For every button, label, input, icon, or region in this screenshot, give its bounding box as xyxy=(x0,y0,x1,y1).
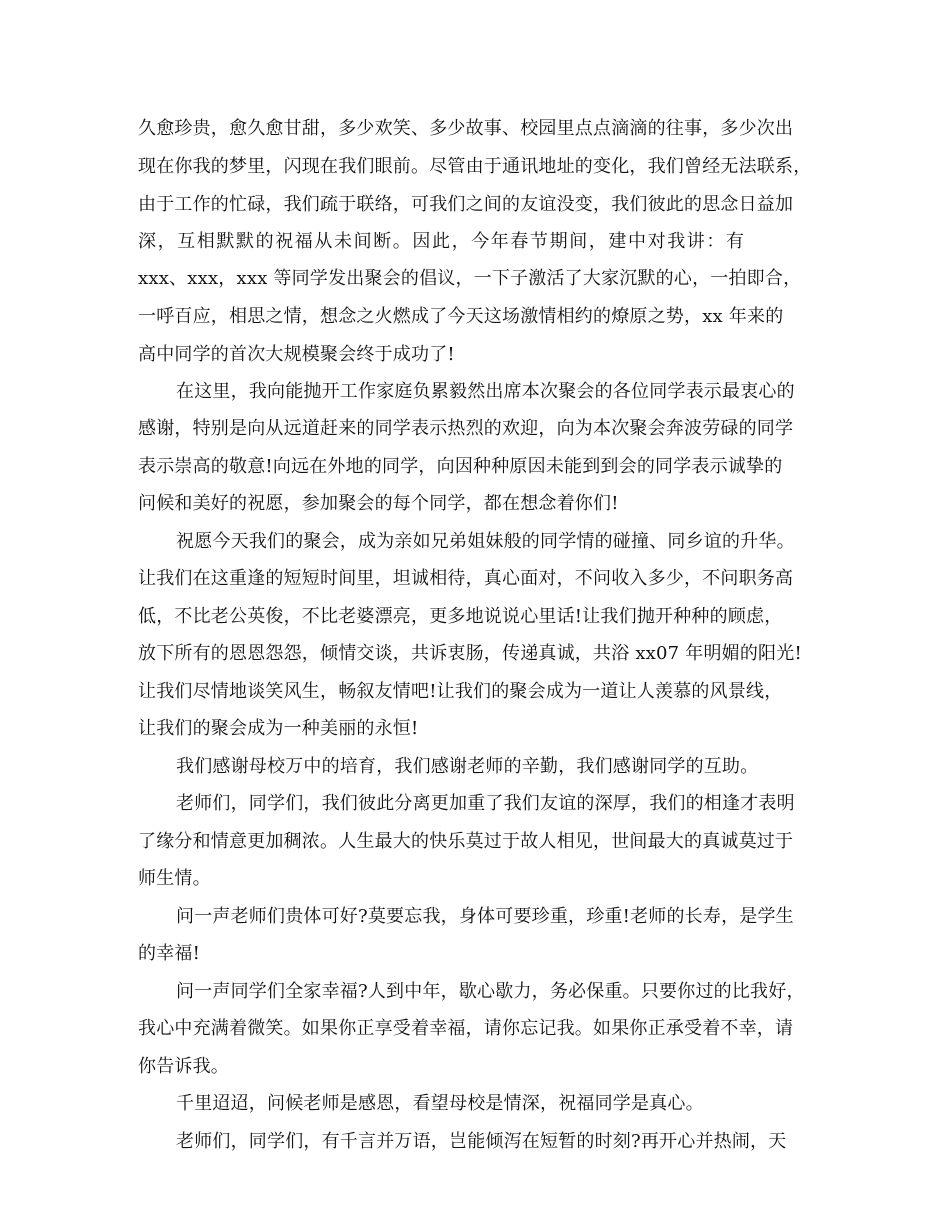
paragraph-first-line: 千里迢迢，问候老师是感恩，看望母校是情深，祝福同学是真心。 xyxy=(176,1093,704,1114)
text-line: 深，互相默默的祝福从未间断。因此，今年春节期间，建中对我讲：有 xyxy=(138,231,746,252)
paragraph-first-line: 老师们，同学们，有千言并万语，岂能倾泻在短暂的时刻?再开心并热闹，天 xyxy=(176,1131,787,1152)
text-line: 久愈珍贵，愈久愈甘甜，多少欢笑、多少故事、校园里点点滴滴的往事，多少次出 xyxy=(138,118,794,139)
paragraph-first-line: 我们感谢母校万中的培育，我们感谢老师的辛勤，我们感谢同学的互助。 xyxy=(176,756,759,777)
text-line: 问候和美好的祝愿，参加聚会的每个同学，都在想念着你们! xyxy=(138,493,619,514)
text-line: 放下所有的恩恩怨怨，倾情交谈，共诉衷肠，传递真诚，共浴 xx07 年明媚的阳光! xyxy=(138,643,802,664)
paragraph-first-line: 问一声老师们贵体可好?莫要忘我，身体可要珍重，珍重!老师的长寿，是学生 xyxy=(176,906,794,927)
text-line: 让我们的聚会成为一种美丽的永恒! xyxy=(138,718,419,739)
text-line: 的幸福! xyxy=(138,943,201,964)
text-line: 高中同学的首次大规模聚会终于成功了! xyxy=(138,344,455,365)
text-line: 让我们在这重逢的短短时间里，坦诚相待，真心面对，不问收入多少，不问职务高 xyxy=(138,568,794,589)
text-line: 让我们尽情地谈笑风生，畅叙友情吧!让我们的聚会成为一道让人羡慕的风景线， xyxy=(138,681,783,702)
text-line: 现在你我的梦里，闪现在我们眼前。尽管由于通讯地址的变化，我们曾经无法联系， xyxy=(138,156,812,177)
text-line: 了缘分和情意更加稠浓。人生最大的快乐莫过于故人相见，世间最大的真诚莫过于 xyxy=(138,831,794,852)
paragraph-first-line: 问一声同学们全家幸福?人到中年，歇心歇力，务必保重。只要你过的比我好， xyxy=(176,981,805,1002)
text-line: 由于工作的忙碌，我们疏于联络，可我们之间的友谊没变，我们彼此的思念日益加 xyxy=(138,194,794,215)
paragraph-first-line: 祝愿今天我们的聚会，成为亲如兄弟姐妹般的同学情的碰撞、同乡谊的升华。 xyxy=(176,531,795,552)
paragraph-first-line: 在这里，我向能抛开工作家庭负累毅然出席本次聚会的各位同学表示最衷心的 xyxy=(176,381,795,402)
text-line: 感谢，特别是向从远道赶来的同学表示热烈的欢迎，向为本次聚会奔波劳碌的同学 xyxy=(138,418,794,439)
text-line: 低，不比老公英俊，不比老婆漂亮，更多地说说心里话!让我们抛开种种的顾虑， xyxy=(138,606,783,627)
text-line: 表示崇高的敬意!向远在外地的同学，向因种种原因未能到到会的同学表示诚挚的 xyxy=(138,456,783,477)
text-line: 一呼百应，相思之情，想念之火燃成了今天这场激情相约的燎原之势，xx 年来的 xyxy=(138,306,784,327)
text-line: 我心中充满着微笑。如果你正享受着幸福，请你忘记我。如果你正承受着不幸，请 xyxy=(138,1018,794,1039)
paragraph-first-line: 老师们，同学们，我们彼此分离更加重了我们友谊的深厚，我们的相逢才表明 xyxy=(176,793,795,814)
text-line: 师生情。 xyxy=(138,868,211,889)
text-line: xxx、xxx，xxx 等同学发出聚会的倡议，一下子激活了大家沉默的心，一拍即合， xyxy=(138,268,802,289)
text-line: 你告诉我。 xyxy=(138,1056,229,1077)
